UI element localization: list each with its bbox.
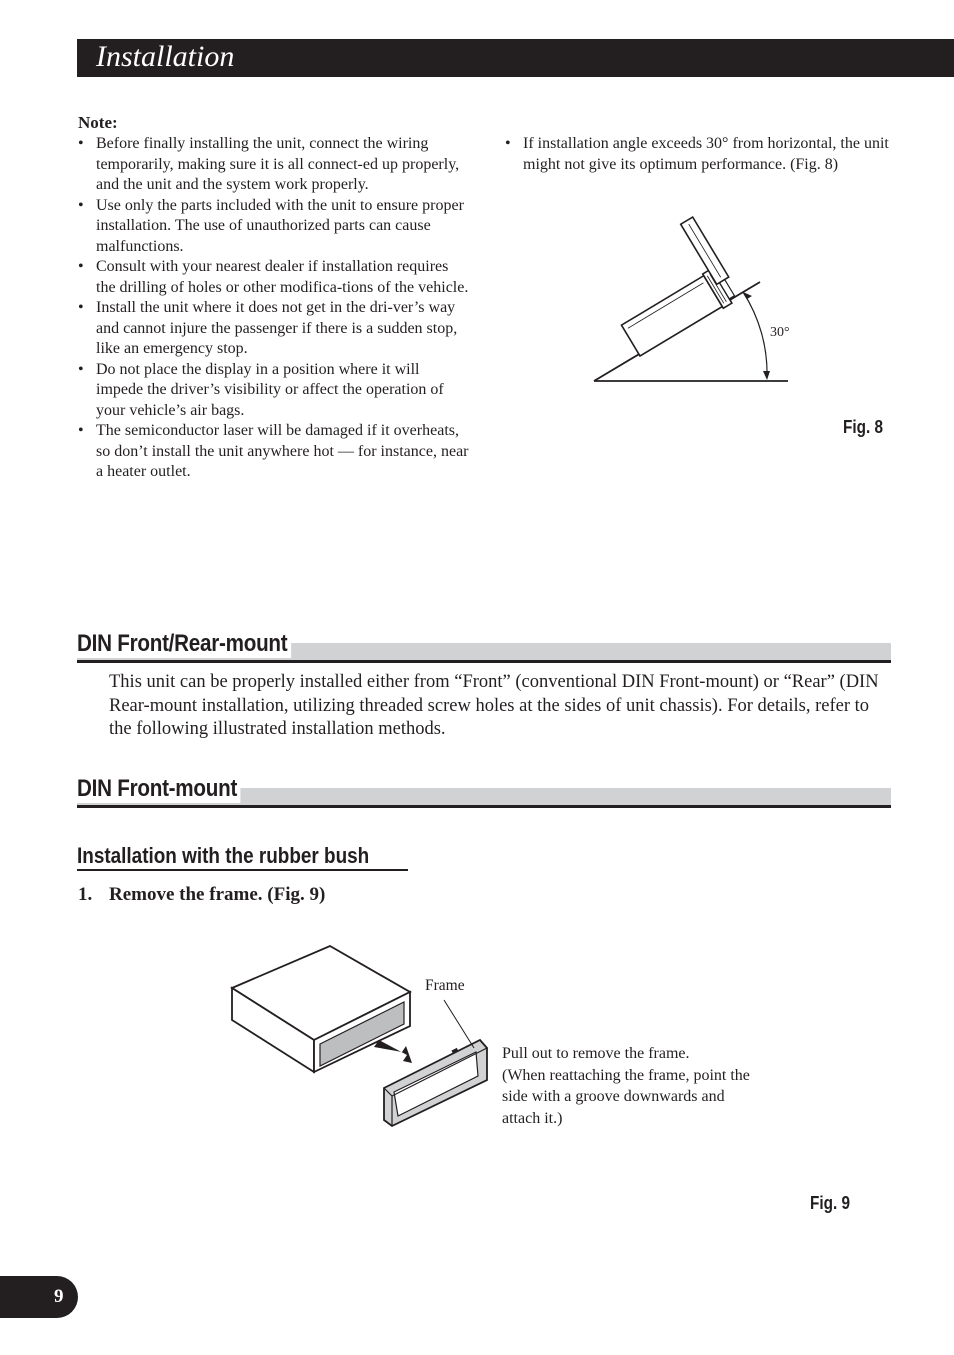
page-title: Installation (96, 40, 235, 73)
subsection-underline (77, 869, 408, 871)
note-item: • Install the unit where it does not get in the dri-ver’s way and cannot injure the passenger if there is a sudden stop, like an emergency stop. (78, 298, 470, 360)
caption-line: (When reattaching the frame, point the (502, 1066, 750, 1084)
fig9-description (502, 1043, 802, 1129)
page-number-tab (0, 1276, 78, 1318)
intro-paragraph: This unit can be properly installed either from “Front” (conventional DIN Front-mount) or “Rear” (DIN Rear-mount installation, utilizing threaded screw holes at the sides of unit chassis). For details, refer to the following illustrated installation methods. (109, 672, 879, 739)
note-item: • Do not place the display in a position where it will impede the driver’s visibility or affect the operation of your vehicle’s air bags. (78, 360, 470, 422)
step-1 (78, 883, 325, 907)
step-number: 1. (78, 884, 93, 905)
note-item: • Before finally installing the unit, connect the wiring temporarily, making sure it is all connect-ed up properly, and the unit and the system work properly. (78, 134, 470, 196)
caption-line: side with a groove downwards and (502, 1088, 725, 1105)
notes-list-left (78, 134, 470, 483)
arc-arrowhead-bottom (763, 371, 770, 380)
note-item: • The semiconductor laser will be damaged if it overheats, so don’t install the unit anywhere hot — for instance, near a heater outlet. (78, 421, 470, 483)
caption-line: Pull out to remove the frame. (502, 1045, 690, 1062)
angle-label: 30° (770, 325, 790, 340)
step-text: Remove the frame. (Fig. 9) (109, 884, 326, 905)
unit-body (232, 946, 410, 1072)
frame-part (384, 1040, 487, 1126)
fig8-illustration (592, 212, 792, 387)
notes-list-right (505, 134, 895, 175)
arrow-icon (374, 1040, 412, 1063)
fig8-caption: Fig. 8 (843, 417, 883, 437)
angle-arc (743, 292, 767, 378)
note-item: • Consult with your nearest dealer if installation requires the drilling of holes or other modifica-tions of the vehicle. (78, 257, 470, 298)
subsection-title: Installation with the rubber bush (77, 843, 370, 868)
section-header-din-front-rear (77, 630, 891, 663)
section-header-din-front (77, 775, 891, 808)
page-number: 9 (54, 1286, 64, 1307)
frame-label: Frame (425, 977, 465, 994)
note-heading: Note: (78, 113, 118, 132)
arc-arrowhead-top (743, 292, 752, 299)
caption-line: attach it.) (502, 1109, 563, 1127)
note-item: • Use only the parts included with the unit to ensure proper installation. The use of unauthorized parts can cause malfunctions. (78, 196, 470, 258)
frame-leader-line (444, 1000, 474, 1048)
section-title: DIN Front-mount (77, 775, 241, 803)
note-item: • If installation angle exceeds 30° from horizontal, the unit might not give its optimum performance. (Fig. 8) (505, 134, 895, 175)
section-title: DIN Front/Rear-mount (77, 630, 291, 658)
fig9-caption: Fig. 9 (810, 1193, 850, 1213)
fig9-illustration (222, 940, 502, 1135)
header-bar (77, 39, 954, 77)
